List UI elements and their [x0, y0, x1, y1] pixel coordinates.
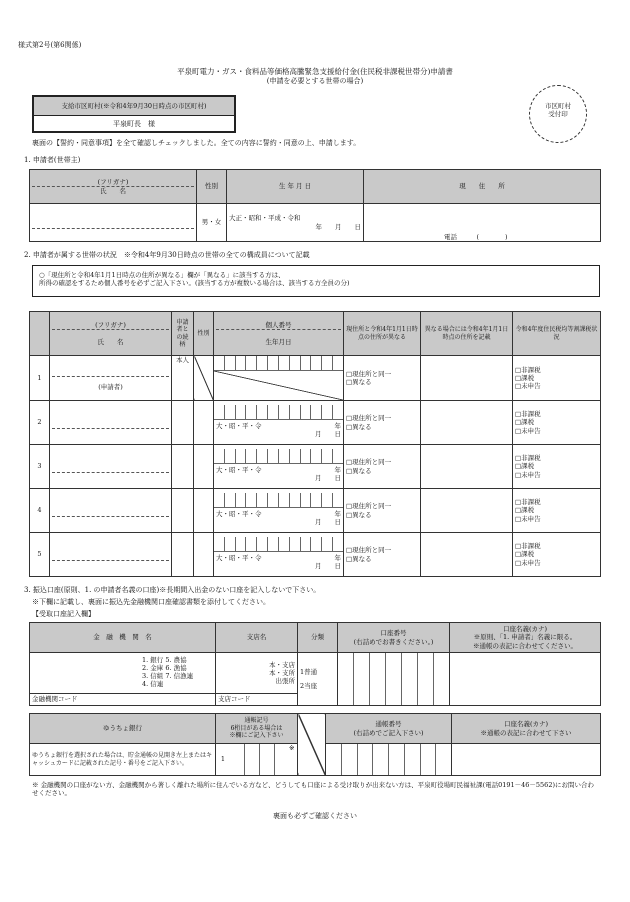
branch-type: 本・支所 [269, 668, 295, 677]
tax-checkbox[interactable]: □未申告 [515, 426, 541, 435]
tax-status-field[interactable] [513, 533, 601, 577]
bank-type: 3. 信組 7. 信漁連 [142, 671, 194, 680]
tax-checkbox[interactable]: □未申告 [515, 382, 541, 391]
row-number: 2 [30, 401, 50, 445]
form-subtitle: (申請を必要とする世帯の場合) [266, 77, 364, 85]
furigana-label: (フリガナ) [32, 178, 194, 187]
section3-heading: 3. 振込口座(原則、1. の申請者名義の口座)※長期間入出金のない口座を記入しないで下さい。 [24, 586, 321, 594]
yucho-number-header [326, 714, 452, 744]
number-note: (右詰めでご記入下さい) [353, 728, 424, 737]
sex-field [194, 356, 214, 401]
tax-status-field[interactable] [513, 356, 601, 401]
prior-address-field[interactable] [421, 445, 513, 489]
member-name-field[interactable] [50, 356, 172, 401]
branch-code-label: 支店コード [218, 695, 251, 704]
prior-address-field[interactable] [421, 489, 513, 533]
branch-type: 出張所 [275, 676, 295, 685]
address-changed-field[interactable] [344, 401, 421, 445]
stamp-label: 市区町村 [545, 102, 571, 110]
bank-code-field[interactable] [30, 693, 216, 705]
type-option[interactable]: 1普通 [300, 667, 318, 676]
day-label: 日 [334, 474, 341, 482]
tax-checkbox[interactable]: □非課税 [515, 542, 541, 551]
section1-heading: 1. 申請者(世帯主) [24, 156, 81, 164]
day-label: 日 [334, 518, 341, 526]
bank-account-table [29, 622, 601, 706]
tax-status-field[interactable] [513, 445, 601, 489]
symbol-note: ※欄にご記入下さい [229, 732, 284, 740]
reception-stamp [529, 85, 587, 143]
mynumber-dob-header [214, 312, 344, 356]
holder-label: 口座名義(カナ) [502, 625, 548, 634]
form-number: 様式第2号(第6関係) [18, 41, 82, 49]
sex-field[interactable] [194, 489, 214, 533]
addressee-box [32, 95, 236, 133]
mynumber-field[interactable] [214, 356, 344, 401]
account-number-field[interactable] [338, 653, 450, 706]
tax-checkbox[interactable]: □課税 [515, 418, 535, 427]
relation-field[interactable] [172, 445, 194, 489]
bank-name-field[interactable] [30, 653, 216, 694]
mynumber-field[interactable] [214, 533, 344, 577]
table-row [30, 445, 601, 489]
address-changed-field[interactable] [344, 533, 421, 577]
municipality-label: 支給市区町村(※令和4年9月30日時点の市区町村) [34, 97, 234, 116]
relation-header: 申請者との続柄 [172, 312, 194, 356]
sex-header: 性別 [197, 170, 227, 204]
same-checkbox[interactable]: □現住所と同一 [346, 502, 392, 511]
section2-heading [24, 251, 310, 260]
dob-label: 生年月日 [265, 338, 292, 346]
month-label: 月 [315, 430, 322, 438]
mynumber-field[interactable] [214, 401, 344, 445]
address-changed-field[interactable] [344, 356, 421, 401]
year-label: 年 [334, 465, 341, 474]
same-checkbox[interactable]: □現住所と同一 [346, 458, 392, 467]
sex-field[interactable] [194, 445, 214, 489]
month-label: 月 [315, 518, 322, 526]
applicant-label: (申請者) [98, 383, 123, 392]
diff-checkbox[interactable]: □異なる [346, 554, 372, 563]
yucho-holder-header [452, 714, 601, 744]
era-options: 大正・昭和・平成・令和 [229, 214, 301, 223]
branch-header: 支店名 [216, 623, 298, 653]
account-type-field[interactable] [298, 653, 338, 706]
footnote: ※ 金融機関の口座がない方、金融機関から著しく離れた場所に住んでいる方など、どうしても口座による受け取りが出来ない方は、平泉町役場町民福祉課(電話0191－46－5562)にお問い合わせください。 [32, 781, 594, 798]
symbol-prefix: 1 [220, 755, 226, 764]
branch-code-field[interactable] [216, 693, 298, 705]
tax-status-field[interactable] [513, 489, 601, 533]
holder-field[interactable] [450, 653, 601, 706]
relation-field[interactable] [172, 401, 194, 445]
section2-title: 2. 申請者が属する世帯の状況 [24, 251, 117, 259]
same-checkbox[interactable]: □現住所と同一 [346, 546, 392, 555]
furigana-name-header [30, 170, 197, 204]
account-entry-label: 【受取口座記入欄】 [32, 610, 95, 618]
yucho-header: ゆうちょ銀行 [30, 714, 216, 744]
sex-field[interactable] [194, 533, 214, 577]
member-name-field[interactable] [50, 445, 172, 489]
symbol-note: 6桁目がある場合は [230, 724, 283, 732]
member-name-field[interactable] [50, 533, 172, 577]
name-label: 氏 名 [97, 338, 124, 346]
address-field[interactable] [364, 204, 601, 242]
month-label: 月 [315, 562, 322, 570]
type-option[interactable]: 2当座 [300, 682, 318, 690]
tax-checkbox[interactable]: □未申告 [515, 470, 541, 479]
tax-status-field[interactable] [513, 401, 601, 445]
sex-field[interactable]: 男・女 [197, 204, 227, 242]
ymd-label: 年 月 日 [315, 222, 361, 231]
branch-field[interactable] [216, 653, 298, 694]
tax-checkbox[interactable]: □非課税 [515, 498, 541, 507]
diff-checkbox[interactable]: □異なる [346, 378, 372, 386]
row-number: 5 [30, 533, 50, 577]
yucho-table [29, 713, 601, 776]
acct-note: (右詰めでお書きください。) [353, 637, 434, 646]
account-type-header: 分類 [298, 623, 338, 653]
prior-address-field[interactable] [421, 533, 513, 577]
era-options: 大・昭・平・令 [216, 553, 262, 562]
diff-checkbox[interactable]: □異なる [346, 466, 372, 475]
dob-field[interactable] [227, 204, 364, 242]
holder-note: ※通帳の表記に合わせて下さい [480, 728, 572, 737]
mynumber-info-box [32, 265, 600, 297]
info-line: ○「現住所と令和4年1月1日時点の住所が異なる」欄が「異なる」に該当する方は、 [39, 271, 285, 279]
table-row [30, 356, 601, 401]
table-row [30, 533, 601, 577]
prior-address-header: 異なる場合には令和4年1月1日時点の住所を記載 [421, 312, 513, 356]
tel-label: 電話 ( ) [444, 232, 508, 241]
section3-note: ※下欄に記載し、裏面に振込先金融機関口座確認書類を添付してください。 [32, 598, 270, 606]
info-line: 所得の確認をするため個人番号を必ずご記入下さい。(該当する方が複数いる場合は、該当する方全員の分) [39, 279, 350, 288]
member-name-header [50, 312, 172, 356]
form-title: 平泉町電力・ガス・食料品等価格高騰緊急支援給付金(住民税非課税世帯分)申請書 [177, 67, 453, 76]
prior-address-field[interactable] [421, 401, 513, 445]
table-row [30, 489, 601, 533]
bank-name-header: 金 融 機 関 名 [30, 623, 216, 653]
day-label: 日 [334, 562, 341, 570]
pledge-text: 裏面の【誓約・同意事項】を全て確認しチェックしました。全ての内容に誓約・同意の上、申請します。 [32, 139, 361, 147]
row-number: 3 [30, 445, 50, 489]
yucho-number-field[interactable] [326, 744, 452, 776]
table-row [30, 401, 601, 445]
era-options: 大・昭・平・令 [216, 421, 262, 430]
tax-checkbox[interactable]: □非課税 [515, 365, 541, 374]
member-name-field[interactable] [50, 401, 172, 445]
row-number: 1 [30, 356, 50, 401]
holder-note: ※通帳の表記に合わせてください。 [473, 641, 577, 650]
address-changed-field[interactable] [344, 445, 421, 489]
bank-type: 4. 信連 [142, 679, 164, 688]
yucho-symbol-header [216, 714, 298, 744]
address-changed-header: 現住所と令和4年1月1日時点の住所が異なる [344, 312, 421, 356]
symbol-label: 通帳記号 [244, 717, 269, 725]
symbol-star: ※ [289, 744, 295, 752]
year-label: 年 [334, 421, 341, 430]
diff-checkbox[interactable]: □異なる [346, 422, 372, 431]
mayor-name: 平泉町長 様 [113, 120, 155, 128]
bank-type: 2. 金庫 6. 漁協 [142, 664, 187, 673]
bank-code-label: 金融機関コード [32, 695, 78, 704]
tax-checkbox[interactable]: □課税 [515, 506, 535, 515]
acct-label: 口座番号 [380, 629, 407, 638]
relation-field[interactable] [172, 489, 194, 533]
yucho-symbol-field[interactable] [216, 744, 298, 776]
sex-header: 性別 [194, 312, 214, 356]
furigana-label: (フリガナ) [52, 321, 169, 330]
relation-field[interactable] [172, 533, 194, 577]
year-label: 年 [334, 509, 341, 518]
same-checkbox[interactable]: □現住所と同一 [346, 369, 392, 378]
branch-type: 本・支店 [269, 660, 295, 669]
era-options: 大・昭・平・令 [216, 509, 262, 518]
bank-type: 1. 銀行 5. 農協 [142, 656, 187, 665]
account-number-header [338, 623, 450, 653]
address-changed-field[interactable] [344, 489, 421, 533]
yucho-holder-field[interactable] [452, 744, 601, 776]
era-options: 大・昭・平・令 [216, 465, 262, 474]
section2-note: ※令和4年9月30日時点の世帯の全ての構成員について記載 [123, 251, 310, 259]
diff-checkbox[interactable]: □異なる [346, 510, 372, 519]
tax-checkbox[interactable]: □課税 [515, 373, 535, 382]
yucho-divider [298, 714, 326, 776]
applicant-name-field[interactable] [30, 204, 197, 242]
tax-checkbox[interactable]: □非課税 [515, 454, 541, 463]
tax-checkbox[interactable]: □課税 [515, 462, 535, 471]
address-header: 現 住 所 [364, 170, 601, 204]
holder-header [450, 623, 601, 653]
holder-label: 口座名義(カナ) [503, 720, 549, 729]
number-label: 通帳番号 [375, 720, 402, 729]
relation-field: 本人 [172, 356, 194, 401]
tax-status-header: 令和4年度住民税均等割課税状況 [513, 312, 601, 356]
year-label: 年 [334, 553, 341, 562]
prior-address-field[interactable] [421, 356, 513, 401]
sex-field[interactable] [194, 401, 214, 445]
tax-checkbox[interactable]: □非課税 [515, 410, 541, 419]
member-name-field[interactable] [50, 489, 172, 533]
mynumber-field[interactable] [214, 445, 344, 489]
row-number: 4 [30, 489, 50, 533]
yucho-instruction: ゆうちょ銀行を選択された場合は、貯金通帳の見開き左上またはキャッシュカードに記載された記号・番号をご記入下さい。 [30, 744, 216, 776]
name-label: 氏 名 [100, 187, 126, 195]
tax-checkbox[interactable]: □未申告 [515, 514, 541, 523]
stamp-label: 受付印 [548, 110, 568, 119]
mynumber-field[interactable] [214, 489, 344, 533]
same-checkbox[interactable]: □現住所と同一 [346, 414, 392, 423]
holder-note: ※原則、「1. 申請者」名義に限る。 [473, 633, 577, 642]
applicant-table [29, 169, 601, 242]
day-label: 日 [334, 430, 341, 438]
month-label: 月 [315, 474, 322, 482]
mynumber-label: 個人番号 [216, 321, 341, 330]
tax-checkbox[interactable]: □未申告 [515, 558, 541, 567]
tax-checkbox[interactable]: □課税 [515, 550, 535, 559]
footer-note: 裏面も必ずご確認ください [273, 812, 357, 820]
dob-header: 生 年 月 日 [227, 170, 364, 204]
household-table [29, 311, 601, 577]
